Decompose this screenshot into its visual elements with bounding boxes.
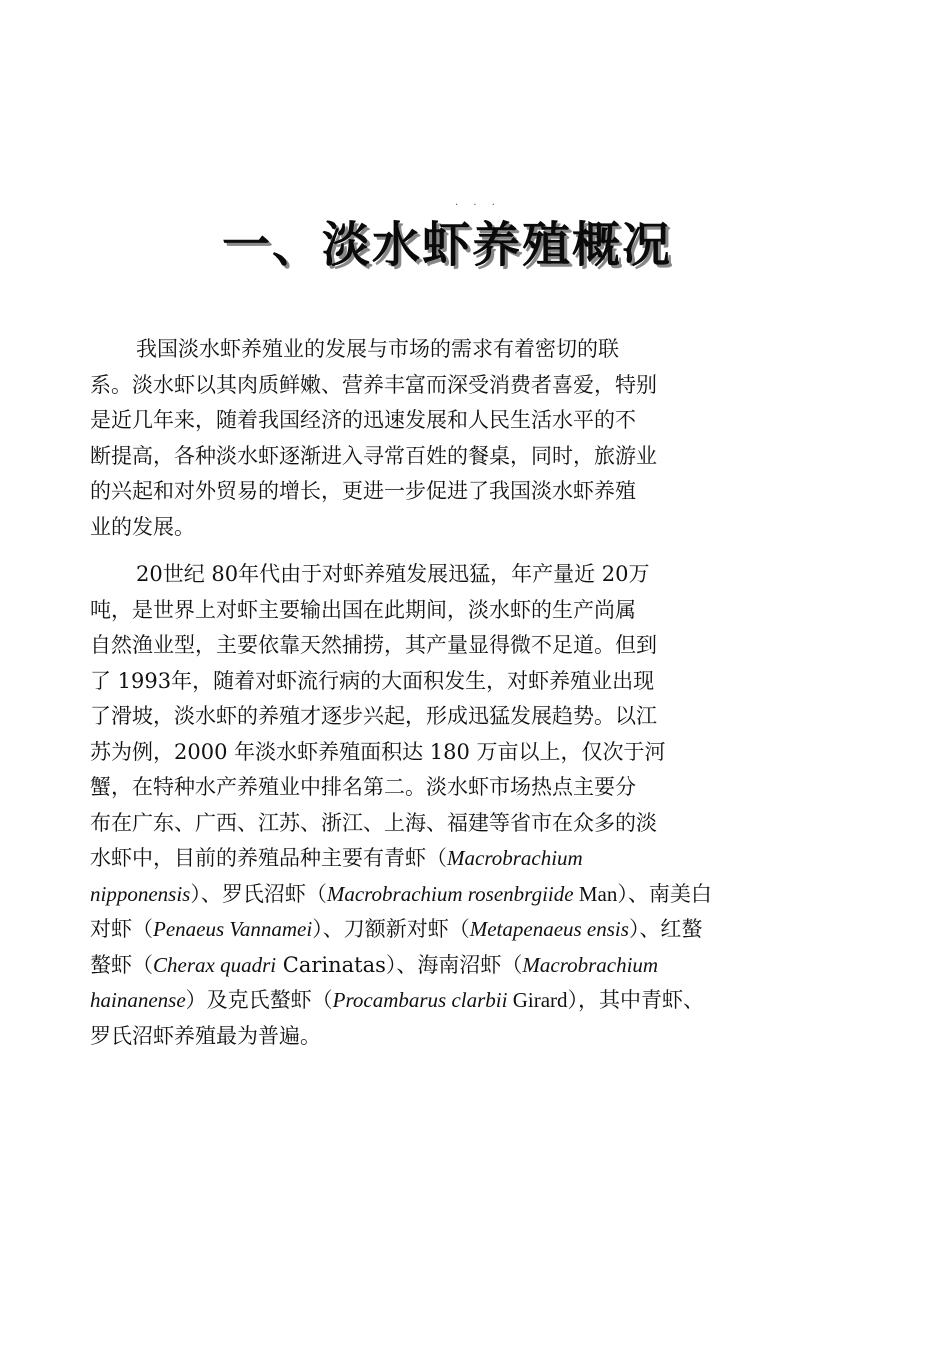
species-name: Cherax quadri: [153, 952, 277, 977]
text-line: 苏为例，2000 年淡水虾养殖面积达 180 万亩以上，仅次于河: [90, 739, 666, 764]
species-name: Macrobrachium: [447, 846, 583, 870]
text-line: 断提高，各种淡水虾逐渐进入寻常百姓的餐桌，同时，旅游业: [90, 443, 657, 468]
text-line: 系。淡水虾以其肉质鲜嫩、营养丰富而深受消费者喜爱，特别: [90, 372, 657, 397]
text-line: 的兴起和对外贸易的增长，更进一步促进了我国淡水虾养殖: [90, 479, 636, 503]
text-line: [90, 948, 730, 984]
chapter-title: 一、淡水虾养殖概况: [222, 217, 673, 273]
text-line: [90, 841, 730, 877]
text-line: 业的发展。: [90, 514, 195, 539]
text-line: 20世纪 80年代由于对虾养殖发展迅猛，年产量近 20万: [136, 562, 650, 586]
paragraph-2: [90, 557, 730, 1054]
species-name: nipponensis: [90, 881, 191, 906]
text-line: [90, 983, 730, 1019]
title-ornament: · · ·: [455, 200, 501, 211]
text-segment: 对虾（: [90, 917, 153, 941]
text-segment: Man）、南美白: [573, 881, 712, 906]
species-name: Macrobrachium: [522, 952, 659, 977]
text-segment: ）及克氏螯虾（: [185, 988, 333, 1012]
text-segment: 螯虾（: [90, 952, 153, 977]
text-line: 自然渔业型，主要依靠天然捕捞，其产量显得微不足道。但到: [90, 633, 657, 657]
paragraph-1: [90, 332, 730, 545]
text-line: 了 1993年，随着对虾流行病的大面积发生，对虾养殖业出现: [90, 668, 655, 693]
text-segment: Girard），其中青虾、: [507, 988, 705, 1012]
text-segment: 水虾中，目前的养殖品种主要有青虾（: [90, 846, 447, 870]
text-segment: ）、红螯: [628, 917, 703, 941]
text-line: [90, 877, 730, 913]
text-line: 我国淡水虾养殖业的发展与市场的需求有着密切的联: [136, 337, 619, 361]
text-segment: ）、罗氏沼虾（: [190, 881, 327, 906]
species-name: Macrobrachium rosenbrgiide: [326, 881, 574, 906]
text-line: 了滑坡，淡水虾的养殖才逐步兴起，形成迅猛发展趋势。以江: [90, 704, 657, 728]
text-line: 蟹，在特种水产养殖业中排名第二。淡水虾市场热点主要分: [90, 775, 636, 799]
text-line: 罗氏沼虾养殖最为普遍。: [90, 1023, 321, 1048]
species-name: Metapenaeus ensis: [469, 917, 629, 941]
species-name: hainanense: [90, 988, 186, 1012]
species-name: Procambarus clarbii: [332, 988, 508, 1012]
text-line: 是近几年来，随着我国经济的迅速发展和人民生活水平的不: [90, 408, 636, 432]
text-line: [90, 912, 730, 948]
species-name: Penaeus Vannamei: [153, 917, 313, 941]
text-segment: Carinatas）、海南沼虾（: [276, 952, 523, 977]
text-line: 吨，是世界上对虾主要输出国在此期间，淡水虾的生产尚属: [90, 597, 636, 622]
text-line: 布在广东、广西、江苏、浙江、上海、福建等省市在众多的淡: [90, 810, 657, 835]
text-segment: ）、刀额新对虾（: [312, 917, 470, 941]
